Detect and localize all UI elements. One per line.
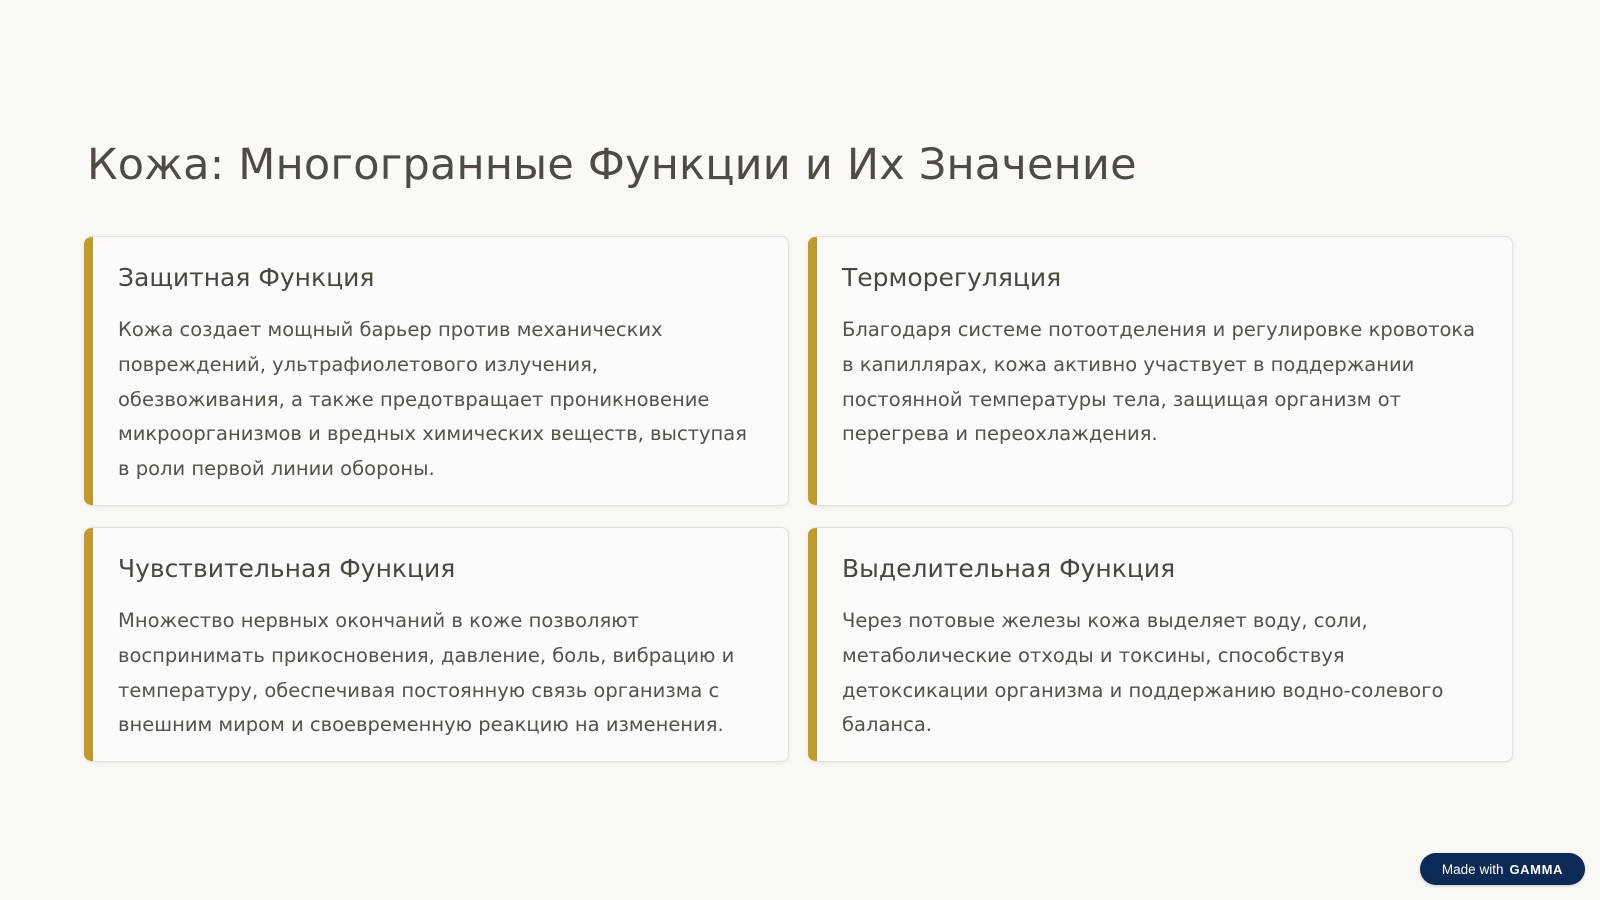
card-text: Кожа создает мощный барьер против механических повреждений, ультрафиолетового излучения, обезвоживания, а также предотвращает проникновение микроорганизмов и вредных химических веществ, выступая в роли первой линии обороны. [118,318,747,481]
card-protective-function [84,236,789,506]
card-title: Выделительная Функция [842,554,1176,583]
card-accent-bar [84,237,93,505]
cards-grid [84,236,1513,762]
card-text: Множество нервных окончаний в коже позволяют воспринимать прикосновения, давление, боль, вибрацию и температуру, обеспечивая постоянную связь организма с внешним миром и своевременную реакцию на изменения. [118,609,735,737]
page-title: Кожа: Многогранные Функции и Их Значение [87,140,1137,190]
card-title: Чувствительная Функция [118,554,456,583]
card-accent-bar [808,528,817,761]
card-title: Защитная Функция [118,263,375,292]
card-accent-bar [808,237,817,505]
gamma-logo: GAMMA [1509,861,1563,877]
made-with-gamma-badge[interactable] [1420,853,1585,885]
card-text: Благодаря системе потоотделения и регулировке кровотока в капиллярах, кожа активно участвует в поддержании постоянной температуры тела, защищая организм от перегрева и переохлаждения. [842,318,1476,446]
card-text: Через потовые железы кожа выделяет воду, соли, метаболические отходы и токсины, способствуя детоксикации организма и поддержанию водно-солевого баланса. [842,609,1444,737]
card-title: Терморегуляция [842,263,1062,292]
card-thermoregulation [808,236,1513,506]
card-excretory-function [808,527,1513,762]
card-sensory-function [84,527,789,762]
badge-prefix: Made with [1441,861,1504,877]
card-accent-bar [84,528,93,761]
